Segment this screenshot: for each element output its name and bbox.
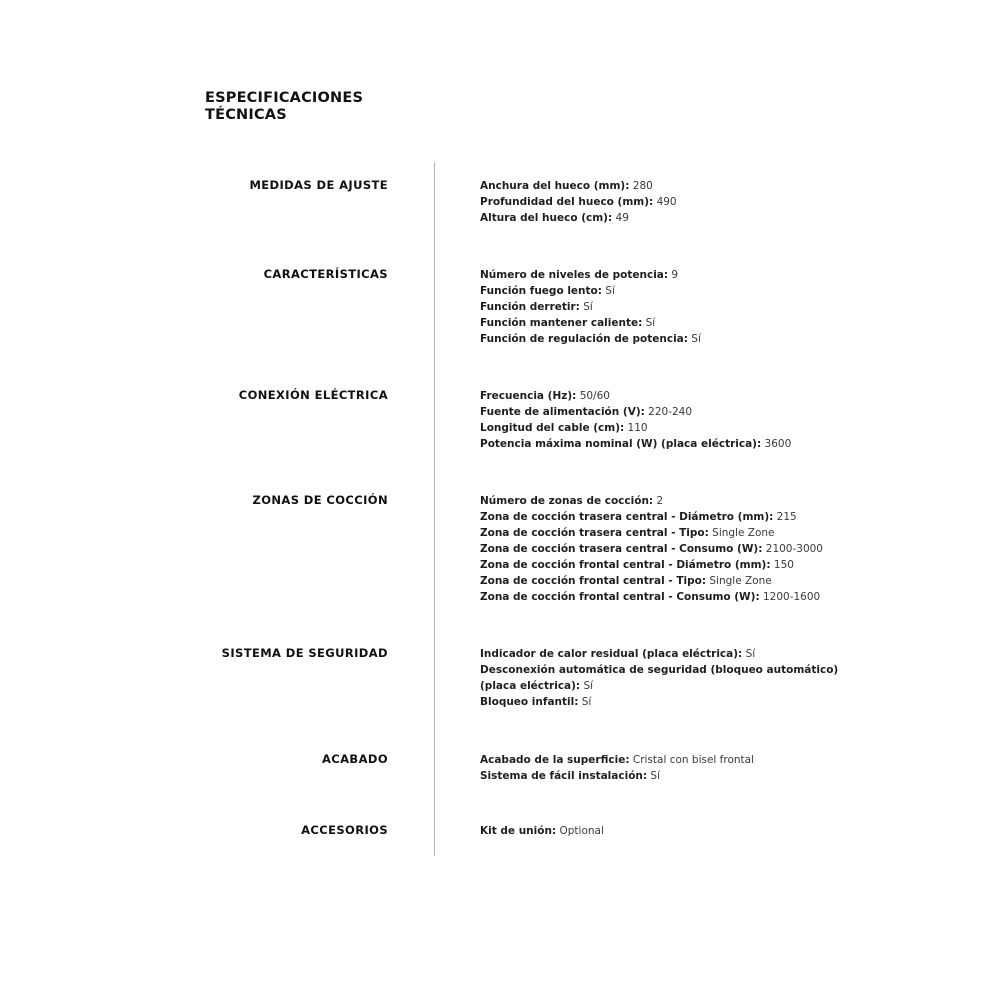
spec-list [480,752,960,784]
spec-label: Kit de unión: [480,825,557,837]
spec-row [480,315,960,331]
spec-label: Función derretir: [480,301,580,313]
spec-row [480,493,960,509]
spec-value: Single Zone [706,575,772,587]
spec-label: Indicador de calor residual (placa eléctrica): [480,648,743,660]
spec-label: Frecuencia (Hz): [480,390,577,402]
spec-row [480,768,960,784]
section-heading: SISTEMA DE SEGURIDAD [221,646,388,660]
spec-row [480,573,960,589]
page-title-line-2: TÉCNICAS [205,107,287,123]
spec-list [480,823,960,839]
spec-value: 220-240 [644,406,693,418]
page-title-line-1: ESPECIFICACIONES [205,90,364,106]
spec-row [480,331,960,347]
spec-row [480,678,960,694]
spec-row [480,557,960,573]
spec-value: Sí [580,680,594,692]
spec-value: Optional [556,825,604,837]
spec-label: Zona de cocción frontal central - Diámetro (mm): [480,559,771,571]
spec-row [480,420,960,436]
section-heading: ACABADO [321,752,388,766]
spec-row [480,662,960,678]
spec-value: 50/60 [576,390,610,402]
spec-row [480,299,960,315]
spec-value: 3600 [761,438,792,450]
spec-label: (placa eléctrica): [480,680,581,692]
spec-label: Zona de cocción frontal central - Tipo: [480,575,707,587]
page-title [205,90,363,124]
spec-label: Bloqueo infantil: [480,696,579,708]
spec-list [480,646,960,710]
spec-list [480,178,960,226]
spec-label: Sistema de fácil instalación: [480,770,648,782]
spec-row [480,646,960,662]
spec-value: 9 [668,269,679,281]
spec-row [480,589,960,605]
spec-row [480,283,960,299]
spec-label: Altura del hueco (cm): [480,212,613,224]
spec-row [480,823,960,839]
spec-label: Zona de cocción trasera central - Tipo: [480,527,709,539]
spec-row [480,194,960,210]
section-heading: CARACTERÍSTICAS [263,267,388,281]
spec-row [480,694,960,710]
spec-label: Fuente de alimentación (V): [480,406,645,418]
section-heading: ACCESORIOS [301,823,388,837]
spec-row [480,388,960,404]
section-heading: MEDIDAS DE AJUSTE [249,178,388,192]
spec-row [480,267,960,283]
spec-value: Sí [742,648,756,660]
spec-label: Desconexión automática de seguridad (bloqueo automático) [480,664,839,676]
spec-value: 2 [653,495,664,507]
spec-value: Single Zone [708,527,775,539]
spec-value: 49 [612,212,629,224]
spec-value: Sí [687,333,701,345]
spec-label: Función fuego lento: [480,285,602,297]
spec-row [480,525,960,541]
spec-label: Zona de cocción trasera central - Consumo (W): [480,543,763,555]
spec-label: Número de niveles de potencia: [480,269,669,281]
column-divider [434,162,435,856]
spec-value: Sí [579,301,593,313]
spec-label: Acabado de la superficie: [480,754,630,766]
spec-value: 2100-3000 [762,543,823,555]
spec-value: Sí [601,285,615,297]
spec-label: Potencia máxima nominal (W) (placa eléctrica): [480,438,762,450]
spec-row [480,210,960,226]
spec-value: Sí [647,770,661,782]
spec-row [480,541,960,557]
section-heading: ZONAS DE COCCIÓN [252,493,388,507]
spec-label: Zona de cocción frontal central - Consumo (W): [480,591,760,603]
spec-label: Zona de cocción trasera central - Diámetro (mm): [480,511,774,523]
spec-value: 280 [629,180,653,192]
spec-row [480,178,960,194]
spec-value: 490 [653,196,677,208]
spec-value: 110 [624,422,648,434]
spec-label: Función de regulación de potencia: [480,333,688,345]
spec-label: Anchura del hueco (mm): [480,180,630,192]
spec-value: Cristal con bisel frontal [629,754,754,766]
spec-value: Sí [642,317,656,329]
spec-value: 1200-1600 [759,591,821,603]
spec-row [480,436,960,452]
spec-row [480,752,960,768]
spec-list [480,267,960,347]
spec-list [480,493,960,605]
spec-list [480,388,960,452]
spec-row [480,404,960,420]
spec-label: Función mantener caliente: [480,317,643,329]
spec-value: 215 [773,511,797,523]
spec-value: 150 [770,559,794,571]
spec-label: Número de zonas de cocción: [480,495,654,507]
spec-value: Sí [578,696,592,708]
spec-row [480,509,960,525]
spec-label: Profundidad del hueco (mm): [480,196,654,208]
section-heading: CONEXIÓN ELÉCTRICA [238,388,388,402]
spec-label: Longitud del cable (cm): [480,422,625,434]
